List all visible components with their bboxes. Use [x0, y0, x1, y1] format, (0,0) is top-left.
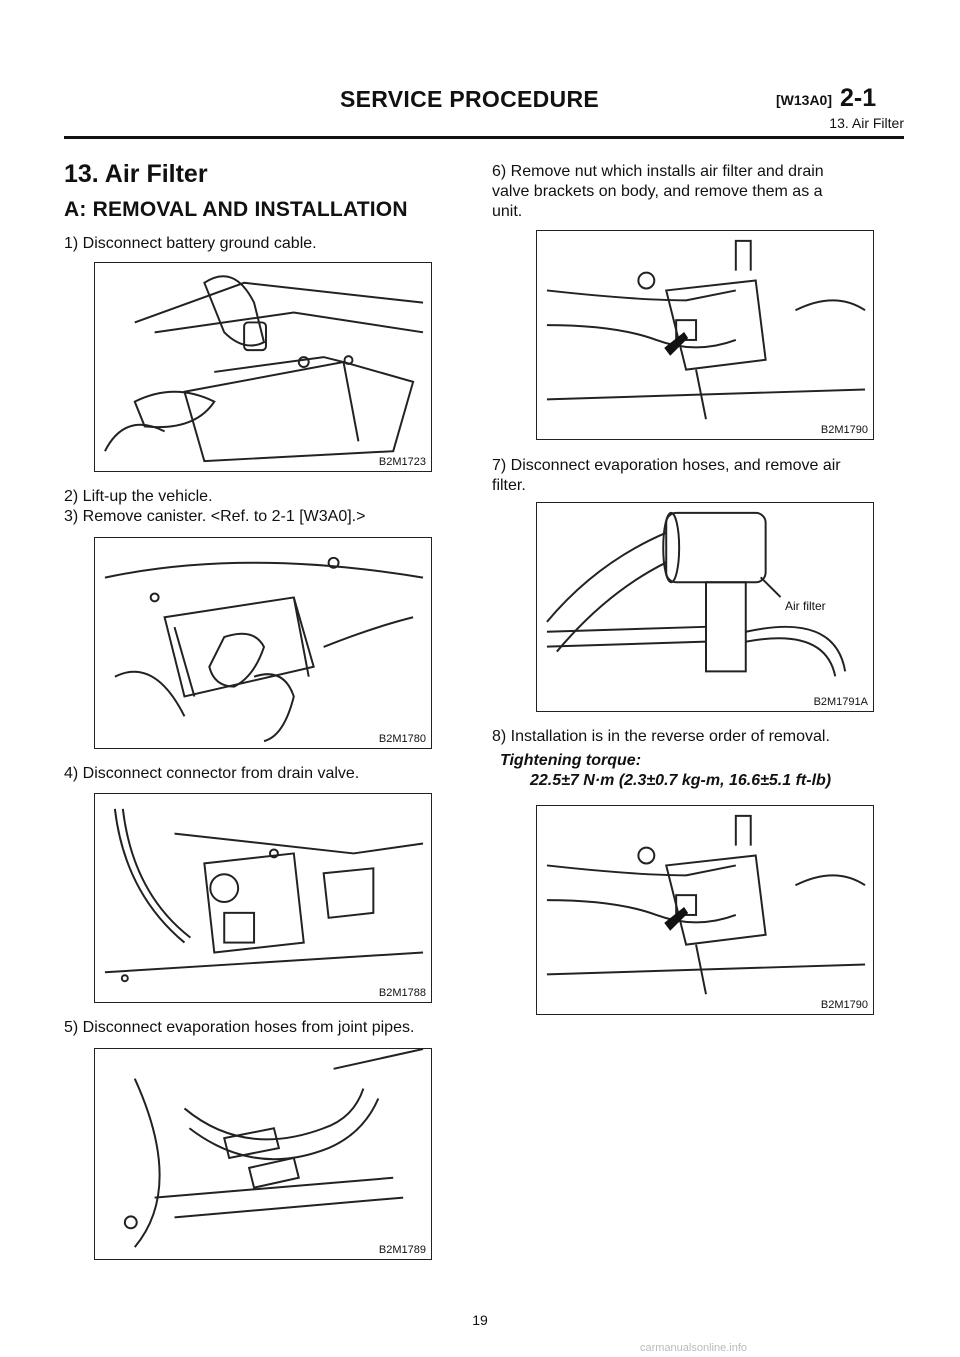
step-1: 1) Disconnect battery ground cable. [64, 235, 317, 252]
header-title: SERVICE PROCEDURE [340, 86, 600, 112]
figure-code: B2M1790 [820, 999, 868, 1011]
step-7-line-1: 7) Disconnect evaporation hoses, and remove air [492, 457, 841, 474]
figure-code: B2M1788 [378, 987, 426, 999]
air-filter-callout: Air filter [785, 599, 826, 613]
figure-bracket-nut [536, 230, 874, 440]
torque-value: 22.5±7 N·m (2.3±0.7 kg-m, 16.6±5.1 ft-lb) [530, 772, 832, 789]
header-section: 2-1 [840, 84, 877, 112]
figure-drain-valve-drawing [95, 794, 431, 1002]
header-subtitle: 13. Air Filter [829, 115, 904, 131]
figure-bracket-nut-install [536, 805, 874, 1015]
figure-code: B2M1780 [378, 733, 426, 745]
figure-code: B2M1791A [813, 696, 868, 708]
step-2: 2) Lift-up the vehicle. [64, 488, 213, 505]
figure-bracket-nut-install-drawing [537, 806, 873, 1014]
step-4: 4) Disconnect connector from drain valve. [64, 765, 360, 782]
figure-air-filter [536, 502, 874, 712]
step-6-line-1: 6) Remove nut which installs air filter and drain [492, 163, 824, 180]
figure-code: B2M1790 [820, 424, 868, 436]
step-3: 3) Remove canister. <Ref. to 2-1 [W3A0].> [64, 508, 366, 525]
figure-battery-drawing [95, 263, 431, 471]
step-7-line-2: filter. [492, 477, 526, 494]
figure-joint-pipes-drawing [95, 1049, 431, 1259]
figure-canister-drawing [95, 538, 431, 748]
step-6-line-3: unit. [492, 203, 523, 220]
figure-joint-pipes [94, 1048, 432, 1260]
figure-canister [94, 537, 432, 749]
subsection-title: A: REMOVAL AND INSTALLATION [64, 198, 408, 221]
step-8: 8) Installation is in the reverse order of removal. [492, 728, 830, 745]
header-code: [W13A0] [776, 92, 833, 108]
step-5: 5) Disconnect evaporation hoses from joint pipes. [64, 1019, 415, 1036]
figure-code: B2M1789 [378, 1244, 426, 1256]
header-rule [64, 136, 904, 139]
figure-drain-valve [94, 793, 432, 1003]
page-number: 19 [472, 1312, 488, 1328]
section-title: 13. Air Filter [64, 160, 208, 188]
torque-label: Tightening torque: [500, 752, 642, 769]
figure-bracket-nut-drawing [537, 231, 873, 439]
figure-code: B2M1723 [378, 456, 426, 468]
figure-battery [94, 262, 432, 472]
step-6-line-2: valve brackets on body, and remove them as a [492, 183, 823, 200]
watermark: carmanualsonline.info [640, 1342, 748, 1354]
